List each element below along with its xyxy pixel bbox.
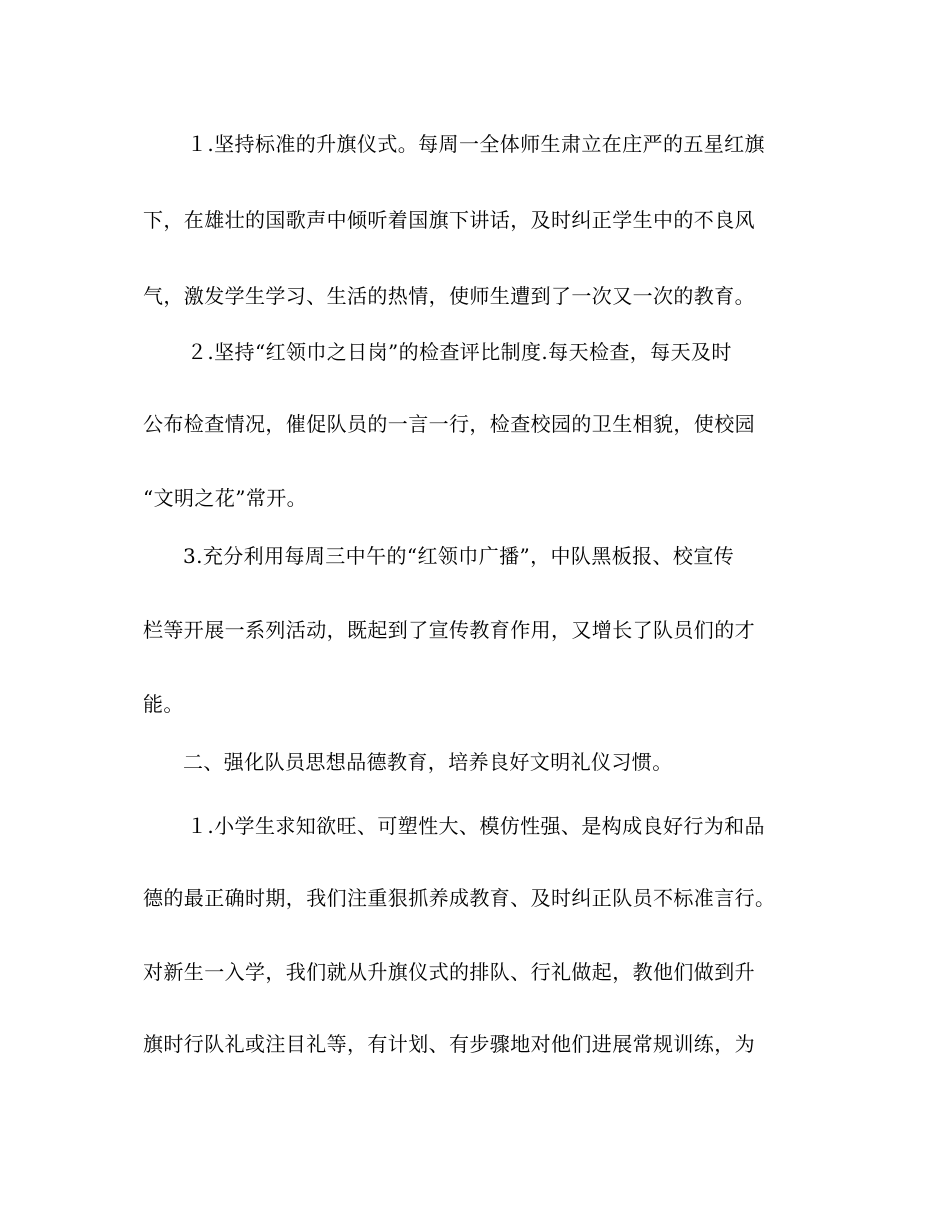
paragraph-line: “文明之花”常开。 [143, 486, 308, 510]
paragraph-line: 旗时行队礼或注目礼等，有计划、有步骤地对他们进展常规训练，为 [143, 1032, 755, 1056]
paragraph-line: 能。 [143, 692, 184, 716]
paragraph-line: 气，激发学生学习、生活的热情，使师生遭到了一次又一次的教育。 [143, 284, 755, 308]
paragraph-line: １.坚持标准的升旗仪式。每周一全体师生肃立在庄严的五星红旗 [187, 132, 765, 156]
paragraph-line: 下，在雄壮的国歌声中倾听着国旗下讲话，及时纠正学生中的不良风 [143, 208, 755, 232]
paragraph-line: ２.坚持“红领巾之日岗”的检查评比制度.每天检查，每天及时 [187, 340, 732, 364]
paragraph-line: 公布检查情况，催促队员的一言一行，检查校园的卫生相貌，使校园 [143, 412, 755, 436]
paragraph-line: 栏等开展一系列活动，既起到了宣传教育作用，又增长了队员们的才 [143, 618, 755, 642]
paragraph-line: 对新生一入学，我们就从升旗仪式的排队、行礼做起，教他们做到升 [143, 960, 755, 984]
paragraph-line: 德的最正确时期，我们注重狠抓养成教育、及时纠正队员不标准言行。 [143, 886, 776, 910]
paragraph-line: 3.充分利用每周三中午的“红领巾广播”，中队黑板报、校宣传 [183, 544, 735, 568]
section-heading: 二、强化队员思想品德教育，培养良好文明礼仪习惯。 [183, 750, 673, 774]
paragraph-line: １.小学生求知欲旺、可塑性大、模仿性强、是构成良好行为和品 [187, 814, 765, 838]
